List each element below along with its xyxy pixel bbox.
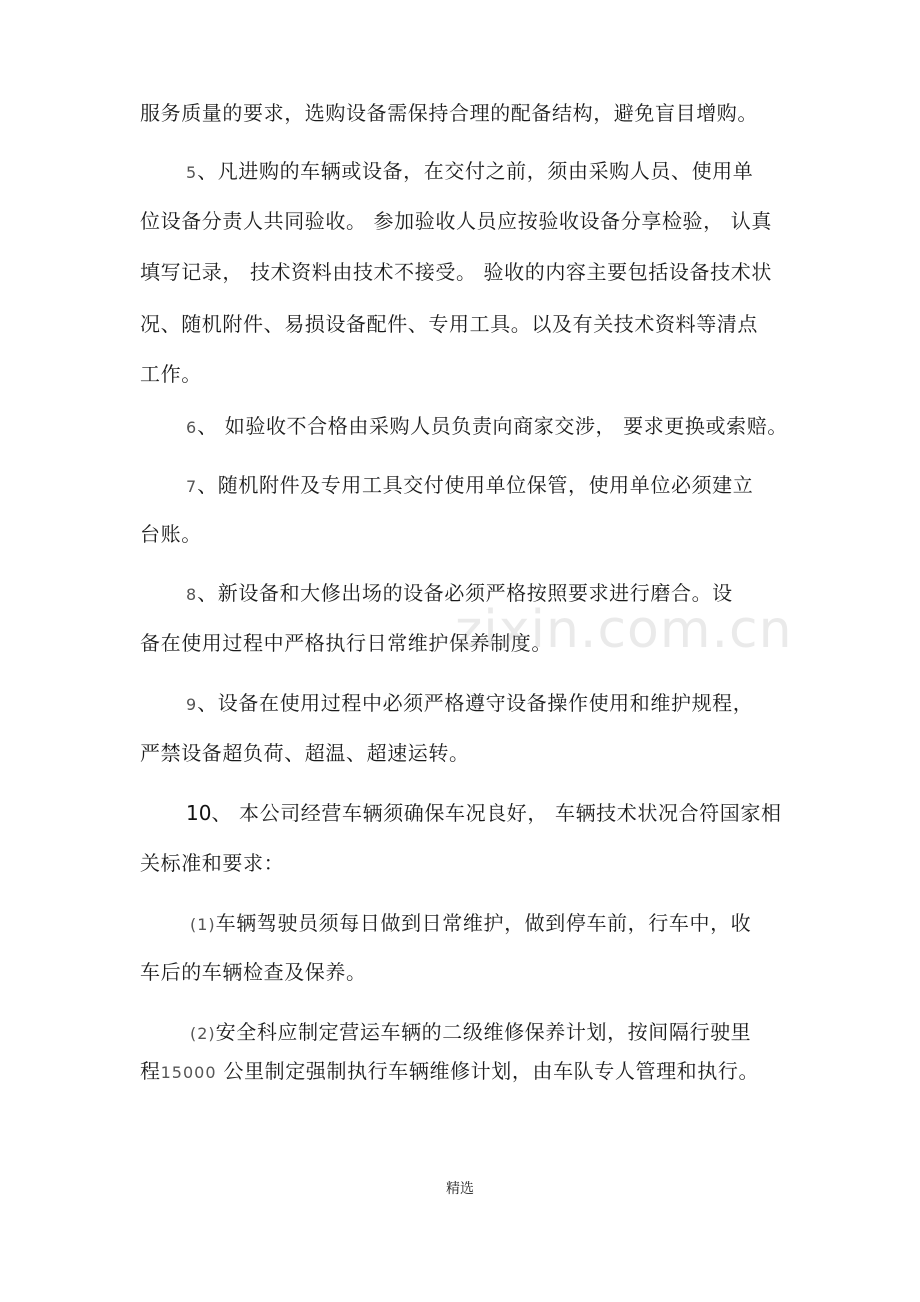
item-number: 10 <box>186 801 212 825</box>
text-line <box>140 521 202 547</box>
line-text: 安全科应制定营运车辆的二级维修保养计划，按间隔行驶里 <box>215 1020 752 1044</box>
item-number: (2) <box>190 1024 216 1043</box>
line-text: 公里制定强制执行车辆维修计划，由车队专人管理和执行。 <box>216 1059 760 1083</box>
watermark: zixin.com.cn <box>455 600 793 660</box>
text-line <box>140 100 758 126</box>
text-line <box>140 959 367 985</box>
line-text: 关标准和要求： <box>140 851 285 875</box>
item-number: 9 <box>186 695 198 714</box>
line-text: 、 如验收不合格由采购人员负责向商家交涉， 要求更换或索赔。 <box>197 414 788 438</box>
line-text: 车辆驾驶员须每日做到日常维护，做到停车前，行车中，收 <box>215 911 752 935</box>
line-text: 备在使用过程中严格执行日常维护保养制度。 <box>140 631 552 655</box>
text-line <box>140 1058 759 1086</box>
line-text: 程 <box>140 1059 161 1083</box>
text-line <box>186 690 753 718</box>
text-line <box>186 158 753 186</box>
item-number: 6 <box>186 418 198 437</box>
text-line <box>186 472 753 500</box>
line-text: 、设备在使用过程中必须严格遵守设备操作使用和维护规程， <box>197 691 754 715</box>
text-line <box>186 800 782 826</box>
line-text: 填写记录， 技术资料由技术不接受。 验收的内容主要包括设备技术状 <box>140 260 772 284</box>
line-text: 车后的车辆检查及保养。 <box>140 960 367 984</box>
line-text: 台账。 <box>140 522 202 546</box>
page-footer: 精选 <box>446 1181 474 1197</box>
text-line <box>140 311 758 337</box>
text-line <box>140 850 284 876</box>
line-text: 严禁设备超负荷、超温、超速运转。 <box>140 741 470 765</box>
item-number: 8 <box>186 585 198 604</box>
item-number: 15000 <box>160 1063 217 1082</box>
text-line <box>140 740 470 766</box>
line-text: 服务质量的要求，选购设备需保持合理的配备结构，避免盲目增购。 <box>140 101 758 125</box>
line-text: 、随机附件及专用工具交付使用单位保管，使用单位必须建立 <box>197 473 754 497</box>
text-line <box>140 259 772 285</box>
item-number: 7 <box>186 477 198 496</box>
line-text: 况、随机附件、易损设备配件、专用工具。以及有关技术资料等清点 <box>140 312 758 336</box>
line-text: 、凡进购的车辆或设备，在交付之前，须由采购人员、使用单 <box>197 159 754 183</box>
text-line <box>140 361 202 387</box>
text-line <box>190 1019 751 1047</box>
text-line <box>140 208 772 234</box>
item-number: (1) <box>190 915 216 934</box>
line-text: 、 本公司经营车辆须确保车况良好， 车辆技术状况合符国家相 <box>211 801 782 825</box>
line-text: 、新设备和大修出场的设备必须严格按照要求进行磨合。设 <box>197 581 733 605</box>
line-text: 位设备分责人共同验收。 参加验收人员应按验收设备分享检验， 认真 <box>140 209 772 233</box>
text-line <box>186 413 788 441</box>
text-line <box>190 910 751 938</box>
line-text: 工作。 <box>140 362 202 386</box>
item-number: 5 <box>186 163 198 182</box>
